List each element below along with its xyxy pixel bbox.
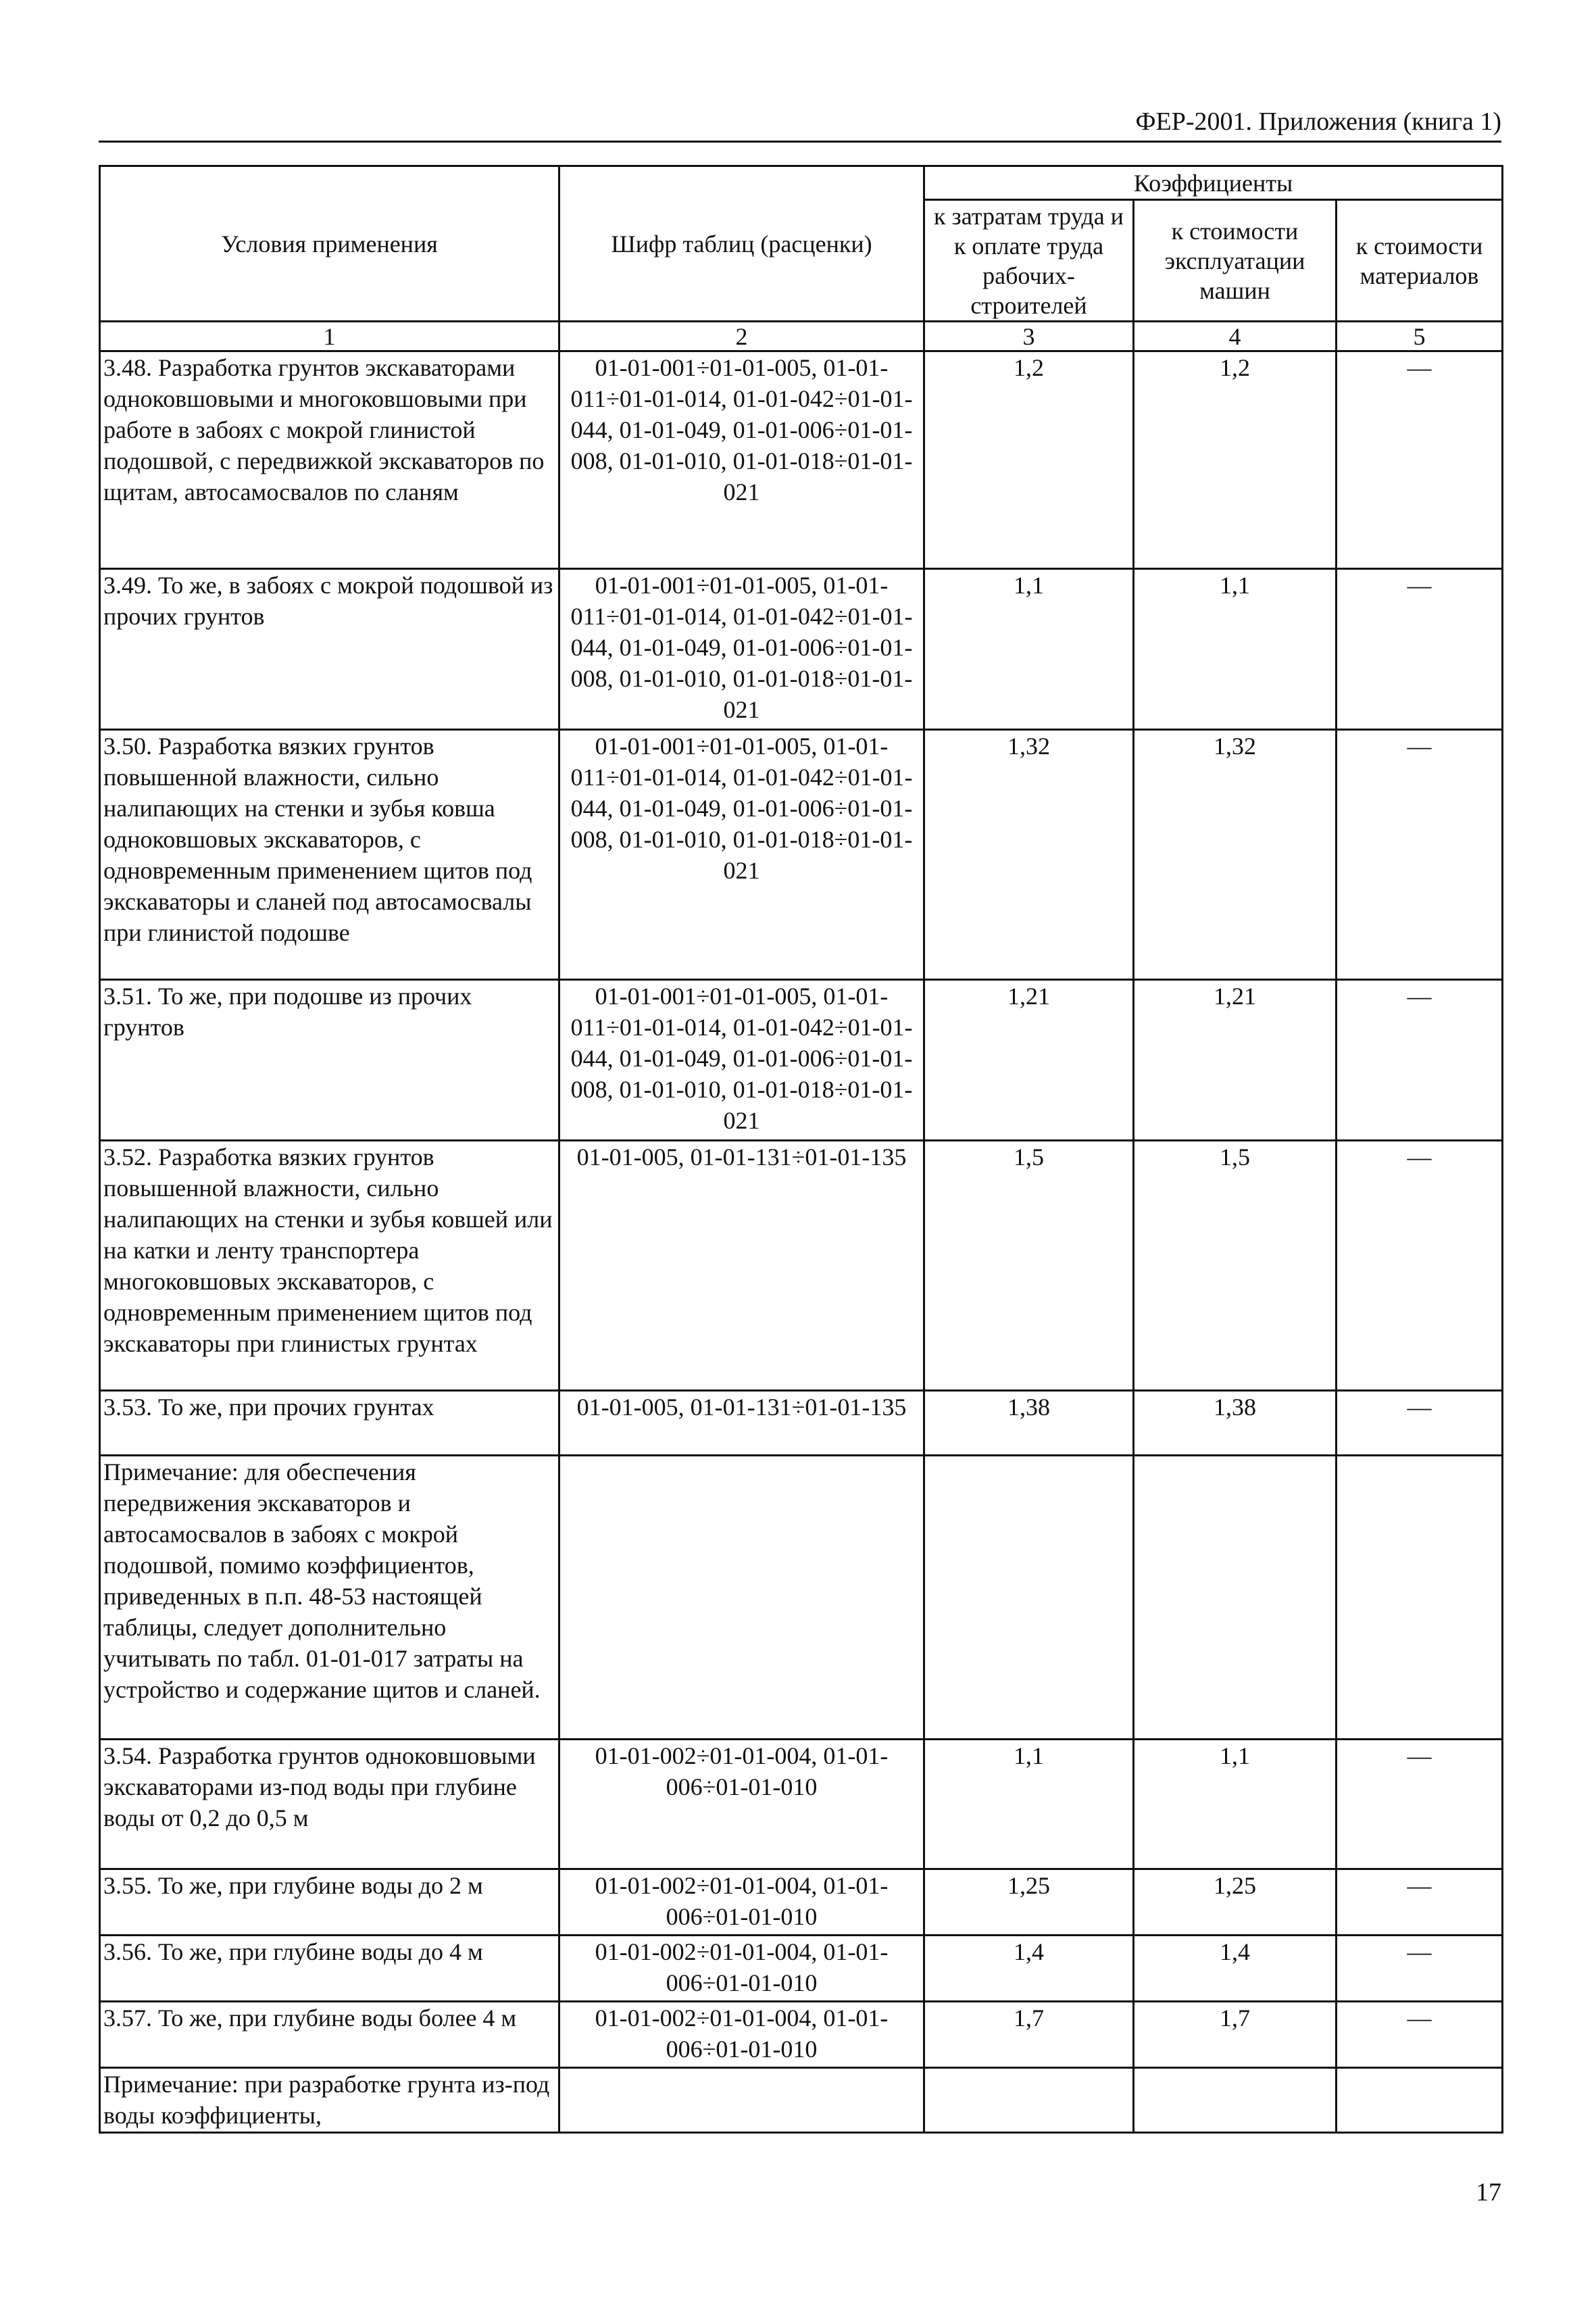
code-cell: 01-01-001÷01-01-005, 01-01-011÷01-01-014, 01-01-042÷01-01-044, 01-01-049, 01-01-006÷01-01-008, 01-01-010, 01-01-018÷01-01-021 — [559, 351, 924, 569]
materials-coefficient: — — [1337, 569, 1503, 730]
table-row — [100, 1141, 1503, 1391]
labor-coefficient: 1,38 — [924, 1391, 1134, 1456]
machines-coefficient: 1,4 — [1134, 1936, 1337, 2002]
condition-cell: 3.56. То же, при глубине воды до 4 м — [100, 1936, 559, 2002]
labor-coefficient: 1,4 — [924, 1936, 1134, 2002]
code-cell: 01-01-005, 01-01-131÷01-01-135 — [559, 1141, 924, 1391]
header-labor: к затратам труда и к оплате труда рабочих-строителей — [924, 200, 1134, 322]
table-row — [100, 1869, 1503, 1936]
labor-coefficient: 1,32 — [924, 730, 1134, 980]
note-cell: Примечание: при разработке грунта из-под воды коэффициенты, — [100, 2068, 559, 2133]
code-cell: 01-01-001÷01-01-005, 01-01-011÷01-01-014, 01-01-042÷01-01-044, 01-01-049, 01-01-006÷01-01-008, 01-01-010, 01-01-018÷01-01-021 — [559, 980, 924, 1141]
condition-cell: 3.51. То же, при подошве из прочих грунтов — [100, 980, 559, 1141]
column-number: 5 — [1337, 322, 1503, 351]
materials-coefficient: — — [1337, 1869, 1503, 1936]
table-row — [100, 730, 1503, 980]
column-number: 4 — [1134, 322, 1337, 351]
table-row-note — [100, 2068, 1503, 2133]
table-row — [100, 980, 1503, 1141]
materials-coefficient: — — [1337, 1936, 1503, 2002]
machines-coefficient: 1,25 — [1134, 1869, 1337, 1936]
note-cell: Примечание: для обеспечения передвижения экскаваторов и автосамосвалов в забоях с мокрой подошвой, помимо коэффициентов, приведенных в п.п. 48-53 настоящей таблицы, следует дополнительно учитывать по табл. 01-01-017 затраты на устройство и содержание щитов и сланей. — [100, 1456, 559, 1740]
table-row — [100, 1740, 1503, 1869]
condition-cell: 3.55. То же, при глубине воды до 2 м — [100, 1869, 559, 1936]
header-coefficients: Коэффициенты — [924, 166, 1503, 200]
materials-coefficient: — — [1337, 1391, 1503, 1456]
labor-coefficient: 1,7 — [924, 2002, 1134, 2068]
materials-coefficient: — — [1337, 730, 1503, 980]
machines-coefficient: 1,2 — [1134, 351, 1337, 569]
page-header-title: ФЕР-2001. Приложения (книга 1) — [1135, 107, 1501, 136]
machines-coefficient: 1,1 — [1134, 569, 1337, 730]
header-conditions: Условия применения — [100, 166, 559, 322]
code-cell: 01-01-002÷01-01-004, 01-01-006÷01-01-010 — [559, 2002, 924, 2068]
materials-coefficient — [1337, 1456, 1503, 1740]
labor-coefficient — [924, 2068, 1134, 2133]
materials-coefficient — [1337, 2068, 1503, 2133]
labor-coefficient: 1,5 — [924, 1141, 1134, 1391]
materials-coefficient: — — [1337, 351, 1503, 569]
table-row — [100, 1391, 1503, 1456]
table-header — [100, 166, 1503, 351]
machines-coefficient: 1,38 — [1134, 1391, 1337, 1456]
table-row — [100, 2002, 1503, 2068]
code-cell: 01-01-002÷01-01-004, 01-01-006÷01-01-010 — [559, 1740, 924, 1869]
materials-coefficient: — — [1337, 1141, 1503, 1391]
materials-coefficient: — — [1337, 2002, 1503, 2068]
column-number: 1 — [100, 322, 559, 351]
labor-coefficient: 1,1 — [924, 1740, 1134, 1869]
materials-coefficient: — — [1337, 1740, 1503, 1869]
condition-cell: 3.54. Разработка грунтов одноковшовыми экскаваторами из-под воды при глубине воды от 0,2 до 0,5 м — [100, 1740, 559, 1869]
table-row — [100, 1936, 1503, 2002]
materials-coefficient: — — [1337, 980, 1503, 1141]
code-cell: 01-01-005, 01-01-131÷01-01-135 — [559, 1391, 924, 1456]
condition-cell: 3.57. То же, при глубине воды более 4 м — [100, 2002, 559, 2068]
table-row — [100, 569, 1503, 730]
code-cell — [559, 2068, 924, 2133]
coefficients-table — [99, 165, 1503, 2134]
labor-coefficient — [924, 1456, 1134, 1740]
condition-cell: 3.48. Разработка грунтов экскаваторами одноковшовыми и многоковшовыми при работе в забоях с мокрой глинистой подошвой, с передвижкой экскаваторов по щитам, автосамосвалов по сланям — [100, 351, 559, 569]
machines-coefficient — [1134, 1456, 1337, 1740]
condition-cell: 3.49. То же, в забоях с мокрой подошвой из прочих грунтов — [100, 569, 559, 730]
code-cell: 01-01-001÷01-01-005, 01-01-011÷01-01-014, 01-01-042÷01-01-044, 01-01-049, 01-01-006÷01-01-008, 01-01-010, 01-01-018÷01-01-021 — [559, 730, 924, 980]
labor-coefficient: 1,21 — [924, 980, 1134, 1141]
labor-coefficient: 1,1 — [924, 569, 1134, 730]
column-number: 2 — [559, 322, 924, 351]
code-cell: 01-01-002÷01-01-004, 01-01-006÷01-01-010 — [559, 1869, 924, 1936]
header-rule — [99, 141, 1501, 143]
machines-coefficient — [1134, 2068, 1337, 2133]
condition-cell: 3.50. Разработка вязких грунтов повышенной влажности, сильно налипающих на стенки и зубья ковша одноковшовых экскаваторов, с одновременным применением щитов под экскаваторы и сланей под автосамосвалы при глинистой подошве — [100, 730, 559, 980]
page-number: 17 — [1476, 2178, 1501, 2207]
machines-coefficient: 1,32 — [1134, 730, 1337, 980]
code-cell: 01-01-001÷01-01-005, 01-01-011÷01-01-014, 01-01-042÷01-01-044, 01-01-049, 01-01-006÷01-01-008, 01-01-010, 01-01-018÷01-01-021 — [559, 569, 924, 730]
code-cell: 01-01-002÷01-01-004, 01-01-006÷01-01-010 — [559, 1936, 924, 2002]
header-machines: к стоимости эксплуатации машин — [1134, 200, 1337, 322]
machines-coefficient: 1,5 — [1134, 1141, 1337, 1391]
header-materials: к стоимости материалов — [1337, 200, 1503, 322]
header-code: Шифр таблиц (расценки) — [559, 166, 924, 322]
machines-coefficient: 1,1 — [1134, 1740, 1337, 1869]
machines-coefficient: 1,21 — [1134, 980, 1337, 1141]
code-cell — [559, 1456, 924, 1740]
column-number: 3 — [924, 322, 1134, 351]
machines-coefficient: 1,7 — [1134, 2002, 1337, 2068]
table-row-note — [100, 1456, 1503, 1740]
labor-coefficient: 1,25 — [924, 1869, 1134, 1936]
labor-coefficient: 1,2 — [924, 351, 1134, 569]
condition-cell: 3.53. То же, при прочих грунтах — [100, 1391, 559, 1456]
table-body — [100, 351, 1503, 2133]
table-row — [100, 351, 1503, 569]
condition-cell: 3.52. Разработка вязких грунтов повышенной влажности, сильно налипающих на стенки и зубья ковшей или на катки и ленту транспортера многоковшовых экскаваторов, с одновременным применением щитов под экскаваторы при глинистых грунтах — [100, 1141, 559, 1391]
